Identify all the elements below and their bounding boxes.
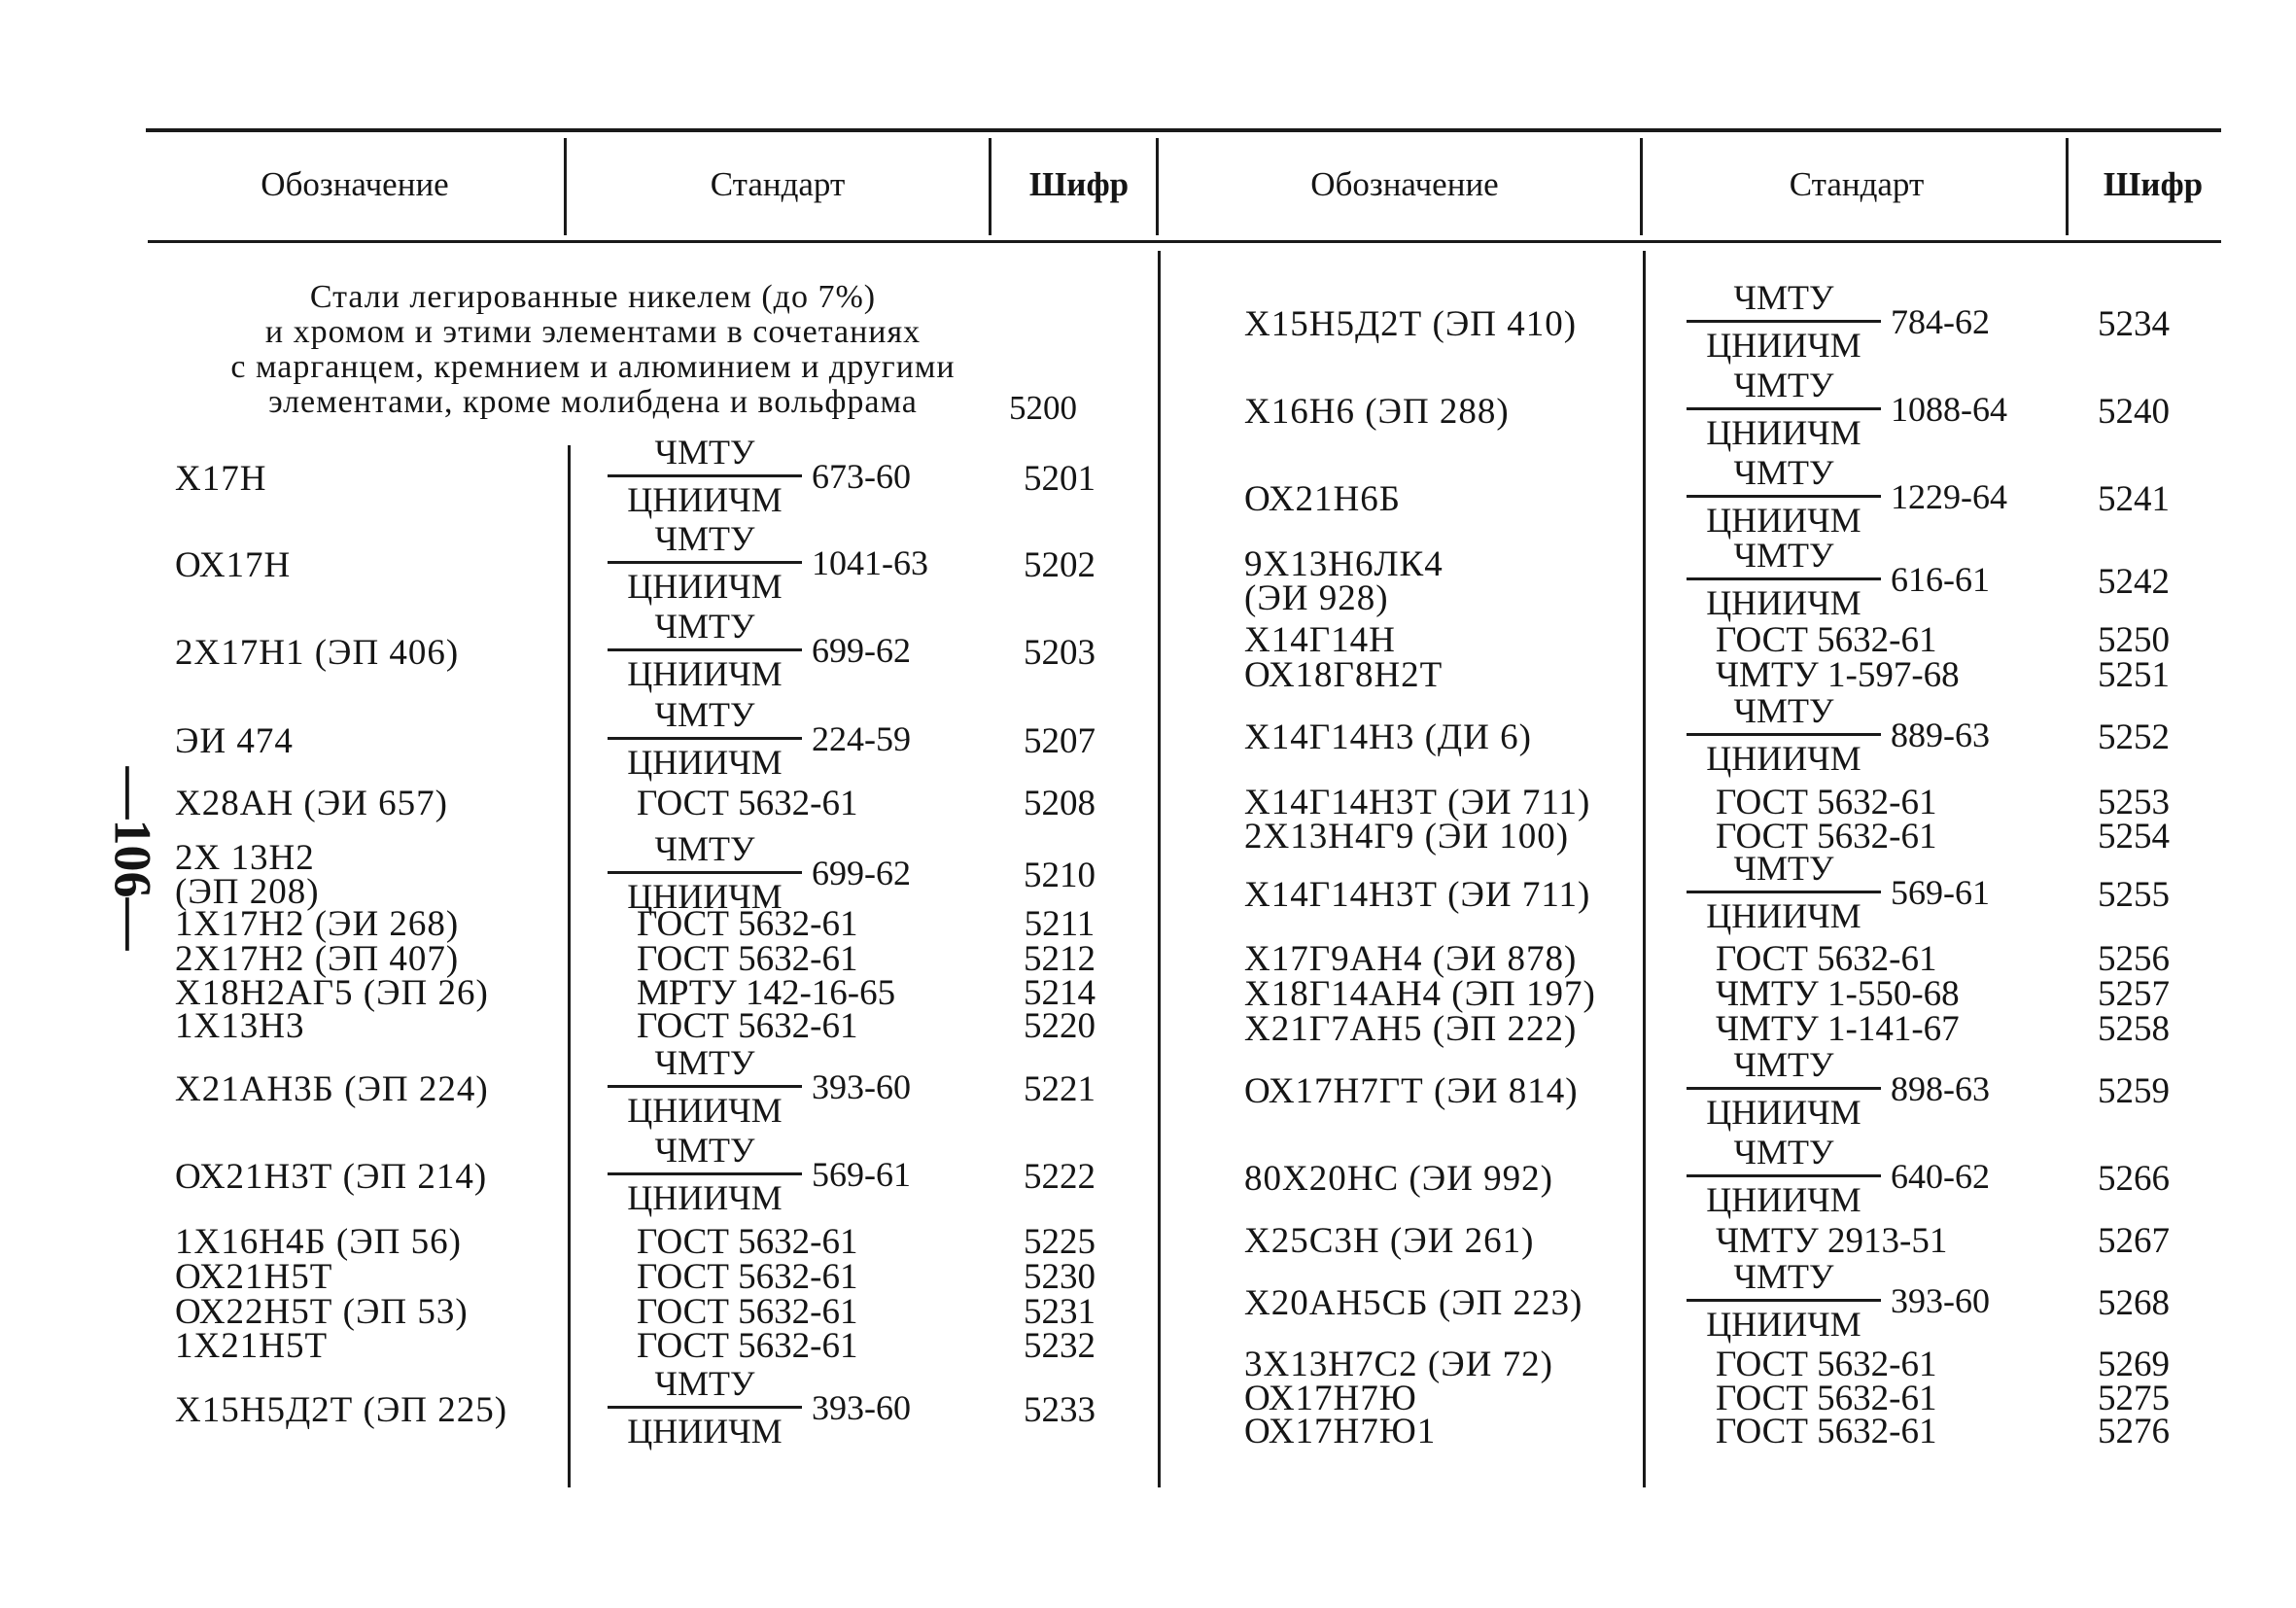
standard-fraction-bottom: ЦНИИЧМ — [1706, 896, 1861, 935]
standard-text: ЧМТУ 1-141-67 — [1716, 1009, 1960, 1049]
standard-fraction — [1687, 693, 1881, 776]
cipher-code: 5256 — [2098, 939, 2170, 979]
standard-fraction-top: ЧМТУ — [1687, 851, 1881, 893]
steel-designation: 1Х17Н2 (ЭИ 268) — [175, 904, 460, 944]
standard-fraction — [1687, 455, 1881, 538]
cipher-code: 5231 — [1024, 1292, 1096, 1332]
cipher-code: 5212 — [1024, 939, 1096, 979]
standard-number: 393-60 — [1891, 1281, 1990, 1320]
cipher-code: 5221 — [1024, 1069, 1096, 1109]
col-divider-right-2 — [2066, 138, 2069, 235]
standard-text: ГОСТ 5632-61 — [637, 1222, 858, 1262]
standard-fraction — [608, 609, 802, 691]
standard-number: 569-61 — [1891, 873, 1990, 912]
section-intro — [165, 280, 1021, 420]
steel-designation: ОХ17Н7ГТ (ЭИ 814) — [1244, 1071, 1579, 1111]
cipher-code: 5225 — [1024, 1222, 1096, 1262]
steel-designation: ОХ17Н7Ю — [1244, 1379, 1417, 1418]
standard-fraction-top: ЧМТУ — [608, 609, 802, 651]
cipher-code: 5266 — [2098, 1159, 2170, 1199]
standard-fraction-top: ЧМТУ — [1687, 1259, 1881, 1302]
standard-fraction — [608, 521, 802, 604]
cipher-code: 5230 — [1024, 1257, 1096, 1297]
header-designation-left: Обозначение — [261, 165, 449, 203]
cipher-code: 5203 — [1024, 633, 1096, 673]
steel-designation: Х20АН5СБ (ЭП 223) — [1244, 1283, 1583, 1323]
standard-text: ГОСТ 5632-61 — [1716, 783, 1937, 822]
cipher-code: 5252 — [2098, 717, 2170, 757]
col-divider-left-1 — [564, 138, 567, 235]
steel-designation: Х16Н6 (ЭП 288) — [1244, 392, 1510, 432]
standard-fraction-bottom: ЦНИИЧМ — [1706, 1093, 1861, 1132]
steel-designation: ОХ17Н7Ю1 — [1244, 1412, 1437, 1451]
intro-line: элементами, кроме молибдена и вольфрама — [268, 384, 918, 420]
standard-text: МРТУ 142-16-65 — [637, 973, 896, 1013]
standard-number: 1088-64 — [1891, 390, 2007, 429]
standard-text: ГОСТ 5632-61 — [1716, 1379, 1937, 1418]
steel-designation: ОХ21Н5Т — [175, 1257, 333, 1297]
cipher-code: 5220 — [1024, 1006, 1096, 1046]
standard-fraction-top: ЧМТУ — [1687, 455, 1881, 498]
standard-text: ГОСТ 5632-61 — [1716, 1345, 1937, 1384]
col-divider-mid — [1156, 138, 1159, 235]
standard-number: 898-63 — [1891, 1069, 1990, 1108]
standard-number: 1229-64 — [1891, 477, 2007, 516]
standard-fraction-bottom: ЦНИИЧМ — [627, 567, 783, 606]
standard-number: 1041-63 — [812, 543, 928, 582]
standard-fraction — [1687, 367, 1881, 450]
standard-fraction-bottom: ЦНИИЧМ — [1706, 326, 1861, 365]
steel-designation-line2: (ЭП 208) — [175, 872, 320, 912]
steel-designation: 80Х20НС (ЭИ 992) — [1244, 1159, 1553, 1199]
standard-number: 569-61 — [812, 1155, 911, 1194]
col-divider-left-2 — [989, 138, 991, 235]
standard-fraction-top: ЧМТУ — [608, 1045, 802, 1088]
standard-fraction — [1687, 1259, 1881, 1342]
body-divider-mid — [1158, 251, 1161, 1487]
cipher-code: 5276 — [2098, 1412, 2170, 1451]
standard-fraction-bottom: ЦНИИЧМ — [627, 480, 783, 519]
standard-text: ГОСТ 5632-61 — [1716, 817, 1937, 856]
standard-fraction — [608, 697, 802, 780]
standard-text: ГОСТ 5632-61 — [1716, 620, 1937, 660]
standard-text: ГОСТ 5632-61 — [637, 1006, 858, 1046]
standard-fraction-bottom: ЦНИИЧМ — [1706, 501, 1861, 540]
steel-designation: 2Х13Н4Г9 (ЭИ 100) — [1244, 817, 1570, 856]
steel-designation: Х28АН (ЭИ 657) — [175, 784, 448, 823]
steel-designation: ОХ17Н — [175, 545, 292, 585]
standard-number: 699-62 — [812, 854, 911, 892]
body-divider-right — [1643, 251, 1646, 1487]
cipher-code: 5253 — [2098, 783, 2170, 822]
cipher-code: 5255 — [2098, 875, 2170, 915]
standard-fraction-top: ЧМТУ — [1687, 280, 1881, 323]
steel-designation: ОХ18Г8Н2Т — [1244, 655, 1444, 695]
standard-fraction — [1687, 538, 1881, 620]
standard-fraction — [1687, 280, 1881, 363]
standard-fraction-bottom: ЦНИИЧМ — [1706, 583, 1861, 622]
intro-line: с марганцем, кремнием и алюминием и другими — [230, 349, 956, 385]
standard-fraction — [1687, 1135, 1881, 1217]
standard-text: ГОСТ 5632-61 — [637, 1292, 858, 1332]
steel-designation: ЭИ 474 — [175, 721, 294, 761]
standard-number: 784-62 — [1891, 302, 1990, 341]
cipher-code: 5254 — [2098, 817, 2170, 856]
cipher-code: 5258 — [2098, 1009, 2170, 1049]
body-divider-left — [568, 445, 571, 1487]
cipher-code: 5259 — [2098, 1071, 2170, 1111]
steel-designation-line2: (ЭИ 928) — [1244, 578, 1389, 618]
header-rule — [148, 240, 2221, 243]
standard-text: ЧМТУ 1-597-68 — [1716, 655, 1960, 695]
intro-line: Стали легированные никелем (до 7%) — [309, 279, 877, 315]
standard-number: 889-63 — [1891, 716, 1990, 754]
cipher-code: 5267 — [2098, 1221, 2170, 1261]
steel-designation: ОХ21Н6Б — [1244, 479, 1402, 519]
cipher-code: 5268 — [2098, 1283, 2170, 1323]
standard-number: 673-60 — [812, 457, 911, 496]
cipher-code: 5202 — [1024, 545, 1096, 585]
steel-designation: Х17Г9АН4 (ЭИ 878) — [1244, 939, 1578, 979]
cipher-code: 5241 — [2098, 479, 2170, 519]
cipher-code: 5234 — [2098, 304, 2170, 344]
cipher-code: 5211 — [1024, 904, 1096, 944]
header-designation-right: Обозначение — [1310, 165, 1499, 203]
steel-designation: 2Х 13Н2 — [175, 838, 315, 878]
standard-fraction-bottom: ЦНИИЧМ — [627, 877, 783, 916]
intro-code: 5200 — [1009, 389, 1077, 427]
cipher-code: 5257 — [2098, 974, 2170, 1014]
standard-fraction-top: ЧМТУ — [608, 697, 802, 740]
standard-fraction-bottom: ЦНИИЧМ — [1706, 739, 1861, 778]
steel-designation: 1Х21Н5Т — [175, 1326, 329, 1366]
steel-designation: 2Х17Н1 (ЭП 406) — [175, 633, 460, 673]
cipher-code: 5214 — [1024, 973, 1096, 1013]
steel-designation: Х15Н5Д2Т (ЭП 225) — [175, 1390, 508, 1430]
steel-designation: Х14Г14Н3 (ДИ 6) — [1244, 717, 1532, 757]
steel-designation: 1Х13Н3 — [175, 1006, 305, 1046]
standard-text: ГОСТ 5632-61 — [637, 1326, 858, 1366]
standard-fraction — [1687, 851, 1881, 933]
steel-designation: Х21АН3Б (ЭП 224) — [175, 1069, 489, 1109]
standard-number: 393-60 — [812, 1388, 911, 1427]
steel-designation: ОХ21Н3Т (ЭП 214) — [175, 1157, 488, 1197]
cipher-code: 5251 — [2098, 655, 2170, 695]
standard-fraction-bottom: ЦНИИЧМ — [627, 1091, 783, 1130]
steel-designation: 1Х16Н4Б (ЭП 56) — [175, 1222, 462, 1262]
standard-text: ГОСТ 5632-61 — [637, 904, 858, 944]
standard-fraction — [608, 1133, 802, 1215]
standard-number: 640-62 — [1891, 1157, 1990, 1196]
col-divider-right-1 — [1640, 138, 1643, 235]
cipher-code: 5242 — [2098, 562, 2170, 602]
standard-fraction-top: ЧМТУ — [608, 1133, 802, 1175]
standard-fraction-bottom: ЦНИИЧМ — [1706, 1180, 1861, 1219]
header-code-right: Шифр — [2103, 165, 2204, 203]
steel-designation: 3Х13Н7С2 (ЭИ 72) — [1244, 1345, 1553, 1384]
standard-fraction-bottom: ЦНИИЧМ — [627, 654, 783, 693]
standard-fraction-top: ЧМТУ — [608, 521, 802, 564]
standard-fraction — [608, 1045, 802, 1128]
standard-fraction-bottom: ЦНИИЧМ — [1706, 413, 1861, 452]
cipher-code: 5232 — [1024, 1326, 1096, 1366]
standard-fraction-top: ЧМТУ — [1687, 367, 1881, 410]
top-rule — [146, 128, 2221, 132]
standard-fraction-bottom: ЦНИИЧМ — [627, 743, 783, 782]
steel-designation: Х14Г14Н3Т (ЭИ 711) — [1244, 875, 1591, 915]
standard-fraction-top: ЧМТУ — [608, 1366, 802, 1409]
standard-fraction-bottom: ЦНИИЧМ — [627, 1178, 783, 1217]
standard-fraction — [608, 435, 802, 517]
steel-designation: Х14Г14Н3Т (ЭИ 711) — [1244, 783, 1591, 822]
standard-fraction — [608, 831, 802, 914]
cipher-code: 5275 — [2098, 1379, 2170, 1418]
steel-designation: Х21Г7АН5 (ЭП 222) — [1244, 1009, 1578, 1049]
cipher-code: 5201 — [1024, 459, 1096, 499]
standard-fraction-top: ЧМТУ — [1687, 1047, 1881, 1090]
cipher-code: 5222 — [1024, 1157, 1096, 1197]
steel-designation: Х18Г14АН4 (ЭП 197) — [1244, 974, 1596, 1014]
intro-line: и хромом и этими элементами в сочетаниях — [264, 314, 922, 350]
standard-text: ГОСТ 5632-61 — [637, 939, 858, 979]
steel-designation: Х17Н — [175, 459, 267, 499]
steel-designation: Х14Г14Н — [1244, 620, 1396, 660]
cipher-code: 5210 — [1024, 856, 1096, 895]
standard-fraction — [1687, 1047, 1881, 1130]
standard-fraction-top: ЧМТУ — [1687, 538, 1881, 580]
cipher-code: 5208 — [1024, 784, 1096, 823]
standard-text: ГОСТ 5632-61 — [637, 1257, 858, 1297]
standard-fraction-top: ЧМТУ — [1687, 693, 1881, 736]
standard-number: 616-61 — [1891, 560, 1990, 599]
steel-designation: 2Х17Н2 (ЭП 407) — [175, 939, 460, 979]
standard-fraction-top: ЧМТУ — [1687, 1135, 1881, 1177]
cipher-code: 5207 — [1024, 721, 1096, 761]
standard-text: ЧМТУ 1-550-68 — [1716, 974, 1960, 1014]
steel-designation: Х18Н2АГ5 (ЭП 26) — [175, 973, 489, 1013]
standard-text: ГОСТ 5632-61 — [1716, 939, 1937, 979]
standard-fraction-bottom: ЦНИИЧМ — [627, 1412, 783, 1451]
steel-designation: 9Х13Н6ЛК4 — [1244, 544, 1444, 584]
standard-text: ГОСТ 5632-61 — [1716, 1412, 1937, 1451]
steel-designation: ОХ22Н5Т (ЭП 53) — [175, 1292, 469, 1332]
standard-number: 393-60 — [812, 1067, 911, 1106]
steel-designation: Х15Н5Д2Т (ЭП 410) — [1244, 304, 1578, 344]
cipher-code: 5250 — [2098, 620, 2170, 660]
cipher-code: 5269 — [2098, 1345, 2170, 1384]
cipher-code: 5233 — [1024, 1390, 1096, 1430]
standard-number: 224-59 — [812, 719, 911, 758]
standard-fraction-top: ЧМТУ — [608, 831, 802, 874]
standard-number: 699-62 — [812, 631, 911, 670]
standard-text: ЧМТУ 2913-51 — [1716, 1221, 1948, 1261]
header-code-left: Шифр — [1028, 165, 1130, 203]
standard-text: ГОСТ 5632-61 — [637, 784, 858, 823]
cipher-code: 5240 — [2098, 392, 2170, 432]
page-number: —106— — [103, 766, 162, 951]
steel-designation: Х25С3Н (ЭИ 261) — [1244, 1221, 1535, 1261]
standard-fraction — [608, 1366, 802, 1449]
standard-fraction-bottom: ЦНИИЧМ — [1706, 1305, 1861, 1344]
header-standard-left: Стандарт — [710, 165, 846, 203]
header-standard-right: Стандарт — [1789, 165, 1925, 203]
standard-fraction-top: ЧМТУ — [608, 435, 802, 477]
